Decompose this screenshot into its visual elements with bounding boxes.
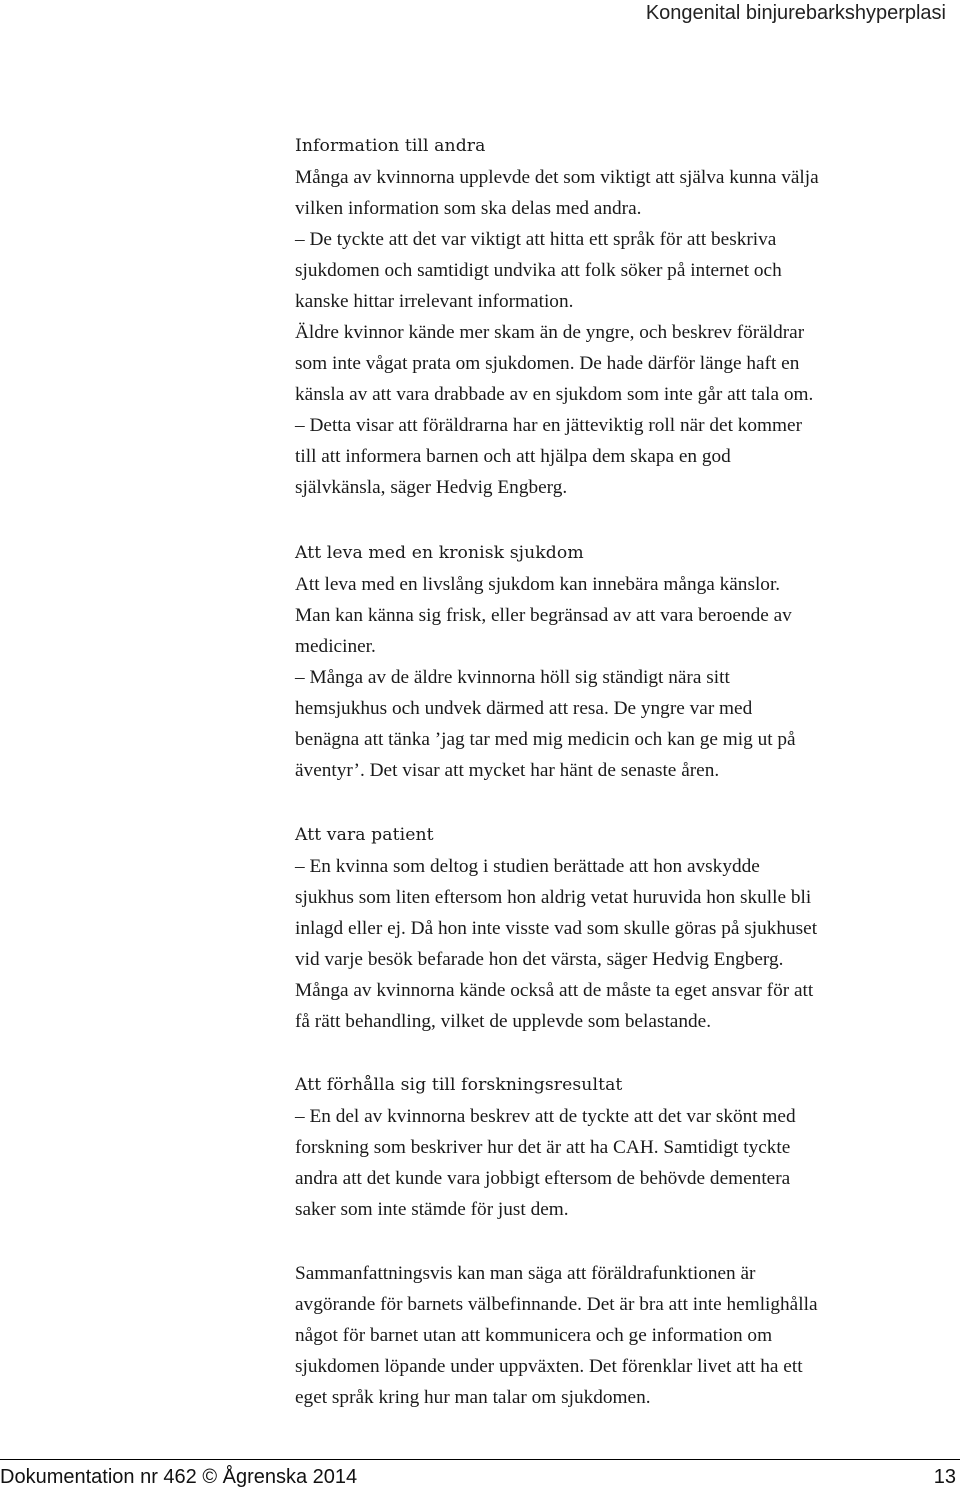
body-line: vilken information som ska delas med andra. bbox=[295, 198, 642, 219]
body-line: avgörande för barnets välbefinnande. Det är bra att inte hemlighålla bbox=[295, 1294, 818, 1315]
body-line: mediciner. bbox=[295, 636, 376, 657]
body-line: saker som inte stämde för just dem. bbox=[295, 1199, 569, 1220]
body-line: sjukhus som liten eftersom hon aldrig vetat huruvida hon skulle bli bbox=[295, 887, 812, 908]
section-att-vara-patient bbox=[295, 820, 935, 1037]
section-heading: Att vara patient bbox=[295, 825, 434, 845]
body-line: inlagd eller ej. Då hon inte visste vad som skulle göras på sjukhuset bbox=[295, 918, 818, 939]
body-line: Man kan känna sig frisk, eller begränsad av att vara beroende av bbox=[295, 605, 792, 626]
section-information-till-andra bbox=[295, 131, 935, 503]
body-line: – De tyckte att det var viktigt att hitta ett språk för att beskriva bbox=[295, 229, 777, 250]
body-line: vid varje besök befarade hon det värsta, säger Hedvig Engberg. bbox=[295, 949, 784, 970]
body-line: Att leva med en livslång sjukdom kan innebära många känslor. bbox=[295, 574, 781, 595]
body-line: Många av kvinnorna upplevde det som viktigt att själva kunna välja bbox=[295, 167, 819, 188]
body-line: andra att det kunde vara jobbigt eftersom de behövde dementera bbox=[295, 1168, 791, 1189]
body-line: Sammanfattningsvis kan man säga att föräldrafunktionen är bbox=[295, 1263, 756, 1284]
section-heading: Information till andra bbox=[295, 136, 486, 156]
section-att-leva-med-en-kronisk-sjukdom bbox=[295, 538, 935, 786]
body-line: Många av kvinnorna kände också att de måste ta eget ansvar för att bbox=[295, 980, 814, 1001]
body-line: benägna att tänka ’jag tar med mig medicin och kan ge mig ut på bbox=[295, 729, 796, 750]
body-line: – Detta visar att föräldrarna har en jätteviktig roll när det kommer bbox=[295, 415, 803, 436]
footer-divider bbox=[0, 1459, 960, 1460]
body-line: – En kvinna som deltog i studien berättade att hon avskydde bbox=[295, 856, 760, 877]
body-line: sjukdomen och samtidigt undvika att folk söker på internet och bbox=[295, 260, 782, 281]
running-header: Kongenital binjurebarkshyperplasi bbox=[645, 2, 946, 24]
section-summary bbox=[295, 1258, 935, 1413]
body-line: forskning som beskriver hur det är att ha CAH. Samtidigt tyckte bbox=[295, 1137, 791, 1158]
body-line: – En del av kvinnorna beskrev att de tyckte att det var skönt med bbox=[295, 1106, 796, 1127]
section-heading: Att förhålla sig till forskningsresultat bbox=[295, 1075, 623, 1095]
body-line: som inte vågat prata om sjukdomen. De hade därför länge haft en bbox=[295, 353, 800, 374]
section-heading: Att leva med en kronisk sjukdom bbox=[295, 543, 584, 563]
body-line: – Många av de äldre kvinnorna höll sig ständigt nära sitt bbox=[295, 667, 730, 688]
body-line: Äldre kvinnor kände mer skam än de yngre, och beskrev föräldrar bbox=[295, 322, 805, 343]
body-line: sjukdomen löpande under uppväxten. Det förenklar livet att ha ett bbox=[295, 1356, 803, 1377]
footer-publication: Dokumentation nr 462 © Ågrenska 2014 bbox=[0, 1466, 358, 1488]
body-line: kanske hittar irrelevant information. bbox=[295, 291, 574, 312]
page-number: 13 bbox=[933, 1466, 956, 1488]
body-line: äventyr’. Det visar att mycket har hänt de senaste åren. bbox=[295, 760, 720, 781]
body-line: eget språk kring hur man talar om sjukdomen. bbox=[295, 1387, 651, 1408]
body-line: hemsjukhus och undvek därmed att resa. De yngre var med bbox=[295, 698, 753, 719]
body-line: få rätt behandling, vilket de upplevde som belastande. bbox=[295, 1011, 712, 1032]
body-line: till att informera barnen och att hjälpa dem skapa en god bbox=[295, 446, 731, 467]
body-line: känsla av att vara drabbade av en sjukdom som inte går att tala om. bbox=[295, 384, 814, 405]
body-line: självkänsla, säger Hedvig Engberg. bbox=[295, 477, 568, 498]
body-line: något för barnet utan att kommunicera och ge information om bbox=[295, 1325, 773, 1346]
section-att-forhalla-sig-till-forskningsresultat bbox=[295, 1070, 935, 1225]
